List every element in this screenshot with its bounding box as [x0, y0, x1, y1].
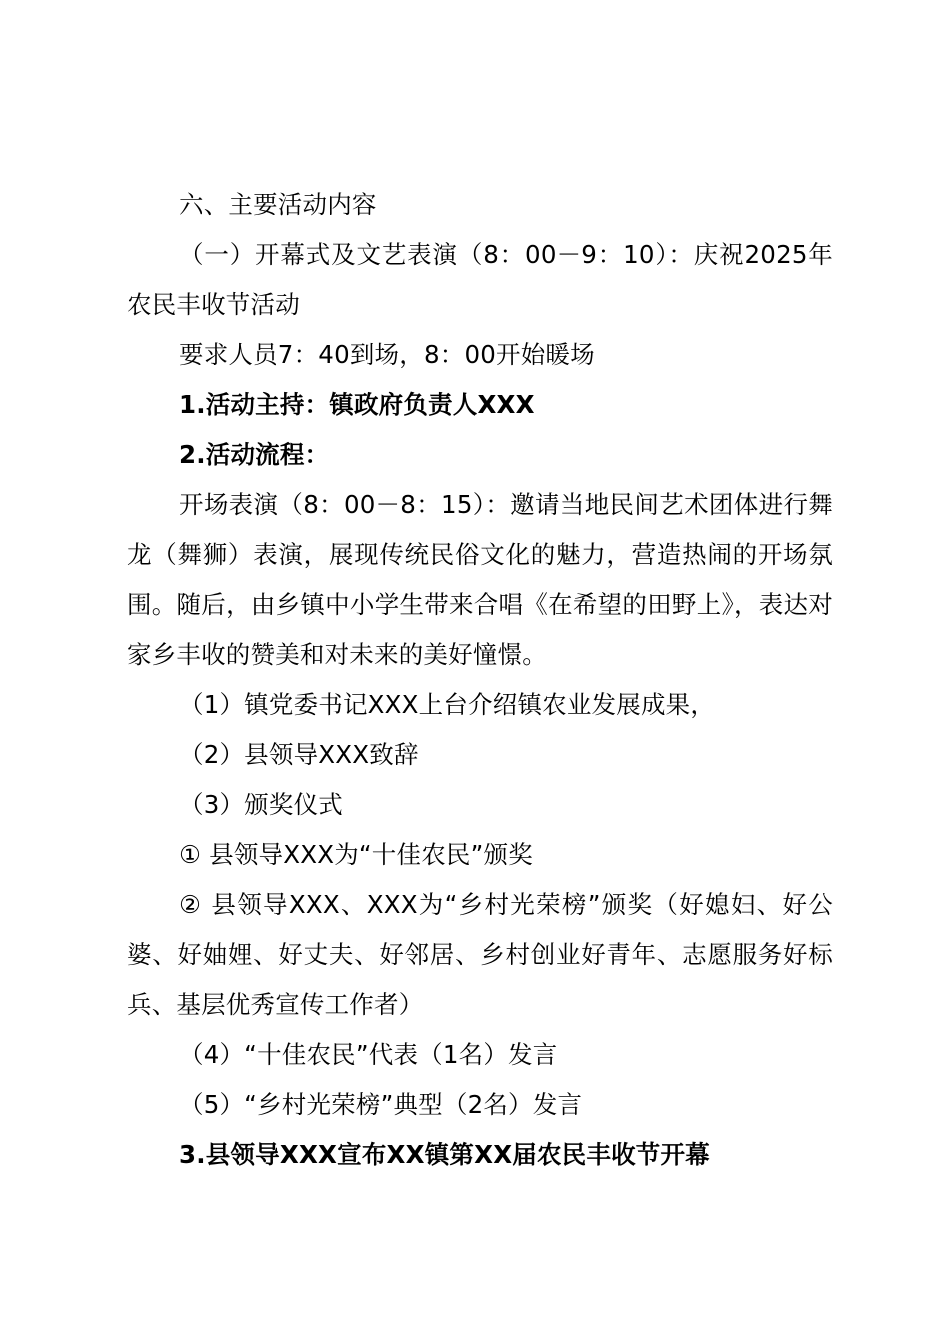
list-item: （5）“乡村光荣榜”典型（2名）发言 — [179, 1090, 583, 1119]
opening-announcement: 3.县领导XXX宣布XX镇第XX届农民丰收节开幕 — [179, 1140, 710, 1169]
process-heading: 2.活动流程： — [179, 440, 330, 469]
attendance-requirement: 要求人员7：40到场，8：00开始暖场 — [179, 340, 595, 369]
list-item: （3）颁奖仪式 — [179, 790, 343, 819]
award-item: ② 县领导XXX、XXX为“乡村光荣榜”颁奖（好媳妇、好公婆、好妯娌、好丈夫、好邻居、乡村创业好青年、志愿服务好标兵、基层优秀宣传工作者） — [127, 890, 833, 1019]
host-item: 1.活动主持：镇政府负责人XXX — [179, 390, 535, 419]
award-item: ① 县领导XXX为“十佳农民”颁奖 — [179, 840, 533, 869]
list-item: （2）县领导XXX致辞 — [179, 740, 419, 769]
section-heading: 六、主要活动内容 — [179, 190, 377, 219]
subsection-heading: （一）开幕式及文艺表演（8：00－9：10）：庆祝2025年农民丰收节活动 — [127, 240, 833, 319]
opening-performance-paragraph: 开场表演（8：00－8：15）：邀请当地民间艺术团体进行舞龙（舞狮）表演，展现传统民俗文化的魅力，营造热闹的开场氛围。随后，由乡镇中小学生带来合唱《在希望的田野上》，表达对家乡丰收的赞美和对未来的美好憧憬。 — [127, 490, 833, 669]
document-body — [127, 180, 833, 1180]
list-item: （1）镇党委书记XXX上台介绍镇农业发展成果， — [179, 690, 716, 719]
list-item: （4）“十佳农民”代表（1名）发言 — [179, 1040, 558, 1069]
